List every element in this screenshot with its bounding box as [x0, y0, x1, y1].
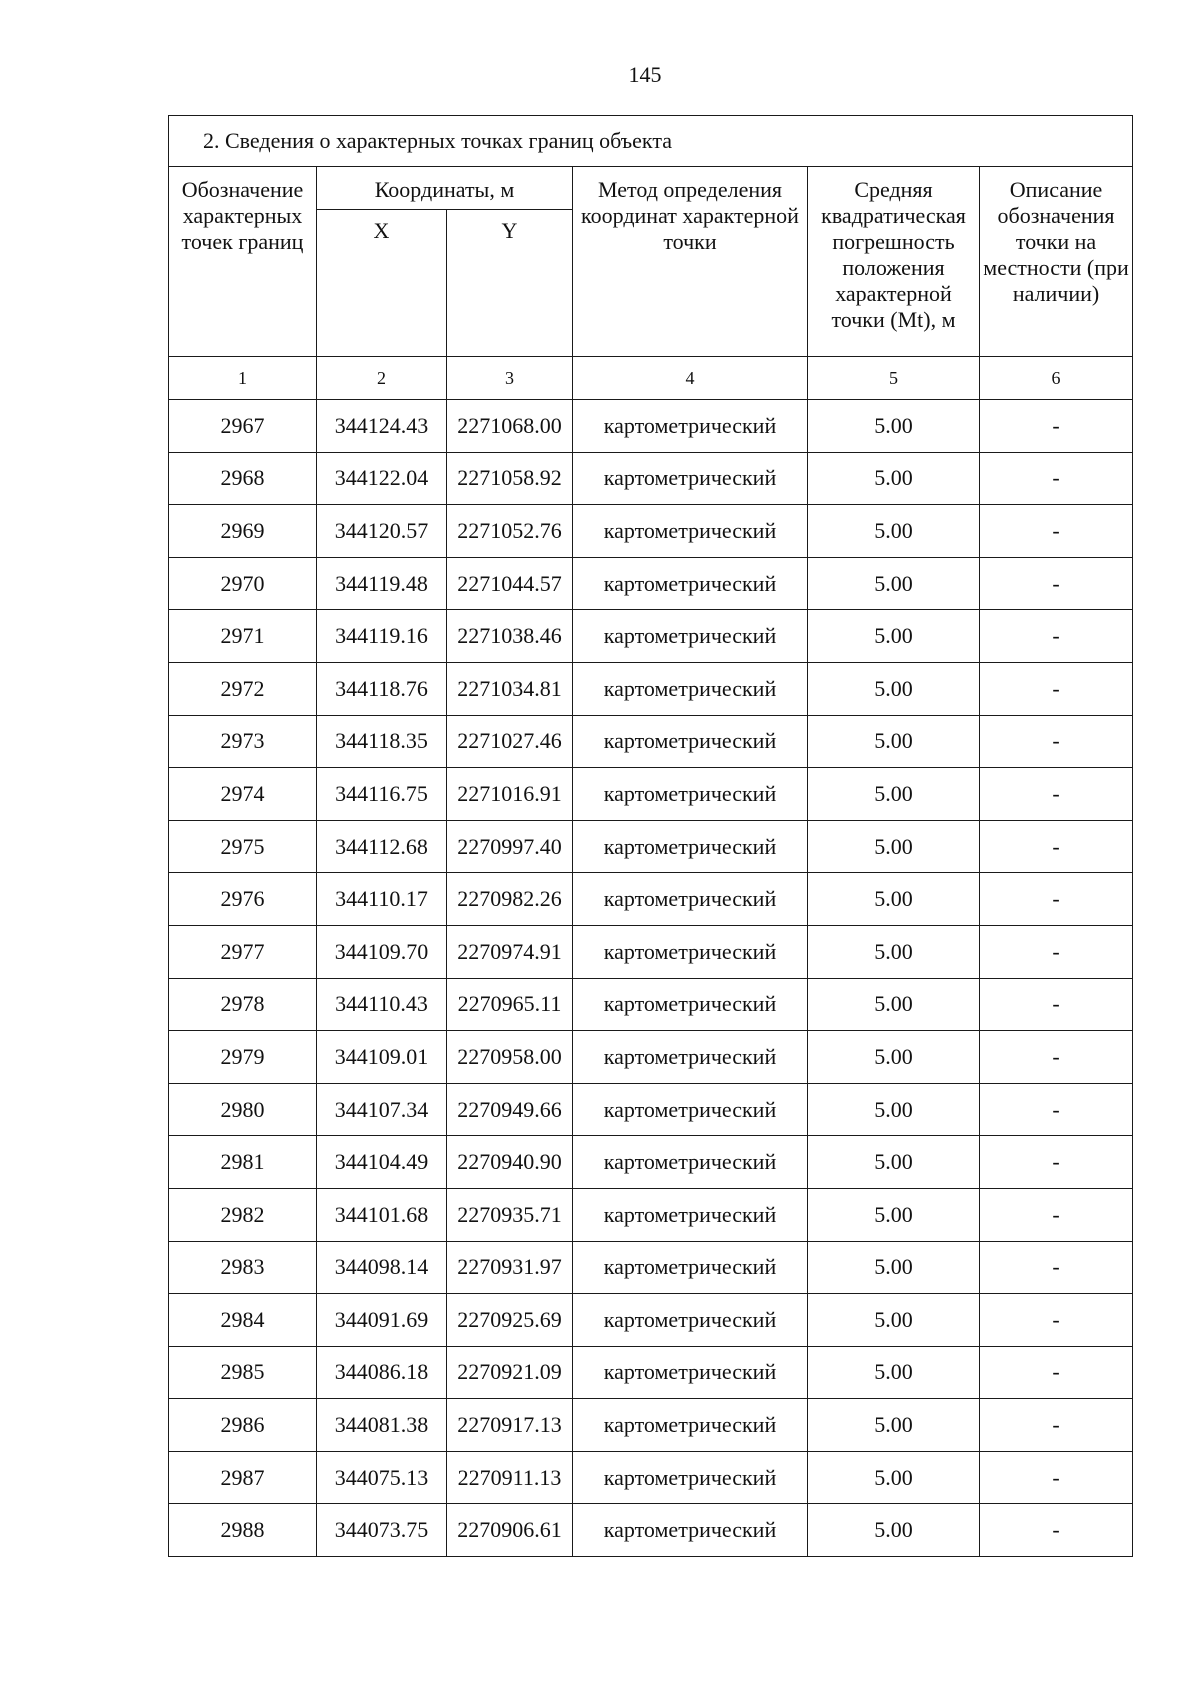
description-cell: -: [980, 505, 1133, 558]
description-cell: -: [980, 715, 1133, 768]
y-coord-cell: 2271027.46: [447, 715, 573, 768]
y-coord-cell: 2270906.61: [447, 1504, 573, 1557]
error-cell: 5.00: [808, 1294, 980, 1347]
method-cell: картометрический: [573, 1346, 808, 1399]
description-cell: -: [980, 1083, 1133, 1136]
description-cell: -: [980, 400, 1133, 453]
header-error: Средняя квадратическая погрешность положения характерной точки (Mt), м: [808, 167, 980, 357]
point-id-cell: 2976: [169, 873, 317, 926]
y-coord-cell: 2271038.46: [447, 610, 573, 663]
x-coord-cell: 344109.01: [317, 1031, 447, 1084]
error-cell: 5.00: [808, 1504, 980, 1557]
method-cell: картометрический: [573, 768, 808, 821]
x-coord-cell: 344091.69: [317, 1294, 447, 1347]
error-cell: 5.00: [808, 1346, 980, 1399]
error-cell: 5.00: [808, 873, 980, 926]
method-cell: картометрический: [573, 925, 808, 978]
point-id-cell: 2983: [169, 1241, 317, 1294]
error-cell: 5.00: [808, 1399, 980, 1452]
description-cell: -: [980, 1241, 1133, 1294]
description-cell: -: [980, 610, 1133, 663]
x-coord-cell: 344118.35: [317, 715, 447, 768]
y-coord-cell: 2270965.11: [447, 978, 573, 1031]
point-id-cell: 2968: [169, 452, 317, 505]
x-coord-cell: 344119.16: [317, 610, 447, 663]
method-cell: картометрический: [573, 1083, 808, 1136]
column-number: 6: [980, 357, 1133, 400]
table-row: [169, 978, 1133, 1031]
x-coord-cell: 344104.49: [317, 1136, 447, 1189]
table-row: [169, 1504, 1133, 1557]
table-row: [169, 1188, 1133, 1241]
y-coord-cell: 2270940.90: [447, 1136, 573, 1189]
point-id-cell: 2979: [169, 1031, 317, 1084]
point-id-cell: 2987: [169, 1451, 317, 1504]
y-coord-cell: 2270921.09: [447, 1346, 573, 1399]
x-coord-cell: 344107.34: [317, 1083, 447, 1136]
description-cell: -: [980, 452, 1133, 505]
method-cell: картометрический: [573, 1399, 808, 1452]
error-cell: 5.00: [808, 820, 980, 873]
x-coord-cell: 344081.38: [317, 1399, 447, 1452]
table-row: [169, 925, 1133, 978]
table-row: [169, 505, 1133, 558]
point-id-cell: 2977: [169, 925, 317, 978]
x-coord-cell: 344116.75: [317, 768, 447, 821]
method-cell: картометрический: [573, 400, 808, 453]
point-id-cell: 2985: [169, 1346, 317, 1399]
y-coord-cell: 2270917.13: [447, 1399, 573, 1452]
point-id-cell: 2984: [169, 1294, 317, 1347]
table-row: [169, 1241, 1133, 1294]
page-number: 145: [628, 62, 662, 87]
point-id-cell: 2975: [169, 820, 317, 873]
table-row: [169, 873, 1133, 926]
table-row: [169, 1083, 1133, 1136]
method-cell: картометрический: [573, 1451, 808, 1504]
x-coord-cell: 344119.48: [317, 557, 447, 610]
error-cell: 5.00: [808, 400, 980, 453]
table-row: [169, 768, 1133, 821]
error-cell: 5.00: [808, 1031, 980, 1084]
point-id-cell: 2970: [169, 557, 317, 610]
table-row: [169, 557, 1133, 610]
method-cell: картометрический: [573, 1136, 808, 1189]
column-number: 1: [169, 357, 317, 400]
section-title: 2. Сведения о характерных точках границ объекта: [169, 116, 1133, 167]
header-point: Обозначение характерных точек границ: [169, 167, 317, 357]
error-cell: 5.00: [808, 1241, 980, 1294]
x-coord-cell: 344118.76: [317, 662, 447, 715]
method-cell: картометрический: [573, 715, 808, 768]
description-cell: -: [980, 925, 1133, 978]
table-row: [169, 400, 1133, 453]
column-number: 5: [808, 357, 980, 400]
x-coord-cell: 344122.04: [317, 452, 447, 505]
error-cell: 5.00: [808, 452, 980, 505]
table-row: [169, 715, 1133, 768]
error-cell: 5.00: [808, 1083, 980, 1136]
y-coord-cell: 2270935.71: [447, 1188, 573, 1241]
method-cell: картометрический: [573, 452, 808, 505]
description-cell: -: [980, 768, 1133, 821]
error-cell: 5.00: [808, 557, 980, 610]
x-coord-cell: 344124.43: [317, 400, 447, 453]
error-cell: 5.00: [808, 978, 980, 1031]
table-row: [169, 452, 1133, 505]
x-coord-cell: 344110.17: [317, 873, 447, 926]
description-cell: -: [980, 557, 1133, 610]
error-cell: 5.00: [808, 925, 980, 978]
error-cell: 5.00: [808, 1136, 980, 1189]
y-coord-cell: 2271044.57: [447, 557, 573, 610]
description-cell: -: [980, 1188, 1133, 1241]
method-cell: картометрический: [573, 1188, 808, 1241]
point-id-cell: 2973: [169, 715, 317, 768]
error-cell: 5.00: [808, 610, 980, 663]
table-row: [169, 1136, 1133, 1189]
x-coord-cell: 344109.70: [317, 925, 447, 978]
table-row: [169, 820, 1133, 873]
description-cell: -: [980, 820, 1133, 873]
boundary-points-table: [168, 115, 1133, 1557]
point-id-cell: 2982: [169, 1188, 317, 1241]
y-coord-cell: 2271052.76: [447, 505, 573, 558]
table-body: [169, 400, 1133, 1557]
table-row: [169, 1451, 1133, 1504]
method-cell: картометрический: [573, 1241, 808, 1294]
column-number: 2: [317, 357, 447, 400]
x-coord-cell: 344112.68: [317, 820, 447, 873]
y-coord-cell: 2270997.40: [447, 820, 573, 873]
x-coord-cell: 344086.18: [317, 1346, 447, 1399]
y-coord-cell: 2270982.26: [447, 873, 573, 926]
description-cell: -: [980, 1294, 1133, 1347]
x-coord-cell: 344110.43: [317, 978, 447, 1031]
x-coord-cell: 344073.75: [317, 1504, 447, 1557]
header-x: X: [317, 210, 447, 357]
error-cell: 5.00: [808, 715, 980, 768]
method-cell: картометрический: [573, 978, 808, 1031]
header-description: Описание обозначения точки на местности (при наличии): [980, 167, 1133, 357]
description-cell: -: [980, 1346, 1133, 1399]
point-id-cell: 2967: [169, 400, 317, 453]
point-id-cell: 2986: [169, 1399, 317, 1452]
table-row: [169, 1346, 1133, 1399]
column-number: 3: [447, 357, 573, 400]
method-cell: картометрический: [573, 820, 808, 873]
description-cell: -: [980, 873, 1133, 926]
y-coord-cell: 2270949.66: [447, 1083, 573, 1136]
description-cell: -: [980, 662, 1133, 715]
description-cell: -: [980, 1399, 1133, 1452]
description-cell: -: [980, 1451, 1133, 1504]
table-row: [169, 1031, 1133, 1084]
column-numbers-row: [169, 357, 1133, 400]
error-cell: 5.00: [808, 1451, 980, 1504]
method-cell: картометрический: [573, 662, 808, 715]
point-id-cell: 2981: [169, 1136, 317, 1189]
description-cell: -: [980, 1504, 1133, 1557]
point-id-cell: 2988: [169, 1504, 317, 1557]
point-id-cell: 2969: [169, 505, 317, 558]
y-coord-cell: 2271016.91: [447, 768, 573, 821]
description-cell: -: [980, 1136, 1133, 1189]
point-id-cell: 2972: [169, 662, 317, 715]
error-cell: 5.00: [808, 768, 980, 821]
description-cell: -: [980, 1031, 1133, 1084]
header-method: Метод определения координат характерной точки: [573, 167, 808, 357]
y-coord-cell: 2270974.91: [447, 925, 573, 978]
x-coord-cell: 344101.68: [317, 1188, 447, 1241]
x-coord-cell: 344098.14: [317, 1241, 447, 1294]
y-coord-cell: 2270925.69: [447, 1294, 573, 1347]
y-coord-cell: 2271034.81: [447, 662, 573, 715]
y-coord-cell: 2271068.00: [447, 400, 573, 453]
table-row: [169, 1399, 1133, 1452]
y-coord-cell: 2270931.97: [447, 1241, 573, 1294]
error-cell: 5.00: [808, 662, 980, 715]
method-cell: картометрический: [573, 1294, 808, 1347]
description-cell: -: [980, 978, 1133, 1031]
y-coord-cell: 2270958.00: [447, 1031, 573, 1084]
table-row: [169, 662, 1133, 715]
method-cell: картометрический: [573, 1504, 808, 1557]
method-cell: картометрический: [573, 557, 808, 610]
method-cell: картометрический: [573, 1031, 808, 1084]
point-id-cell: 2971: [169, 610, 317, 663]
y-coord-cell: 2270911.13: [447, 1451, 573, 1504]
table-row: [169, 610, 1133, 663]
method-cell: картометрический: [573, 873, 808, 926]
y-coord-cell: 2271058.92: [447, 452, 573, 505]
header-y: Y: [447, 210, 573, 357]
table-row: [169, 1294, 1133, 1347]
point-id-cell: 2974: [169, 768, 317, 821]
column-number: 4: [573, 357, 808, 400]
error-cell: 5.00: [808, 505, 980, 558]
x-coord-cell: 344120.57: [317, 505, 447, 558]
method-cell: картометрический: [573, 505, 808, 558]
point-id-cell: 2978: [169, 978, 317, 1031]
point-id-cell: 2980: [169, 1083, 317, 1136]
header-coords: Координаты, м: [317, 167, 573, 210]
x-coord-cell: 344075.13: [317, 1451, 447, 1504]
error-cell: 5.00: [808, 1188, 980, 1241]
method-cell: картометрический: [573, 610, 808, 663]
